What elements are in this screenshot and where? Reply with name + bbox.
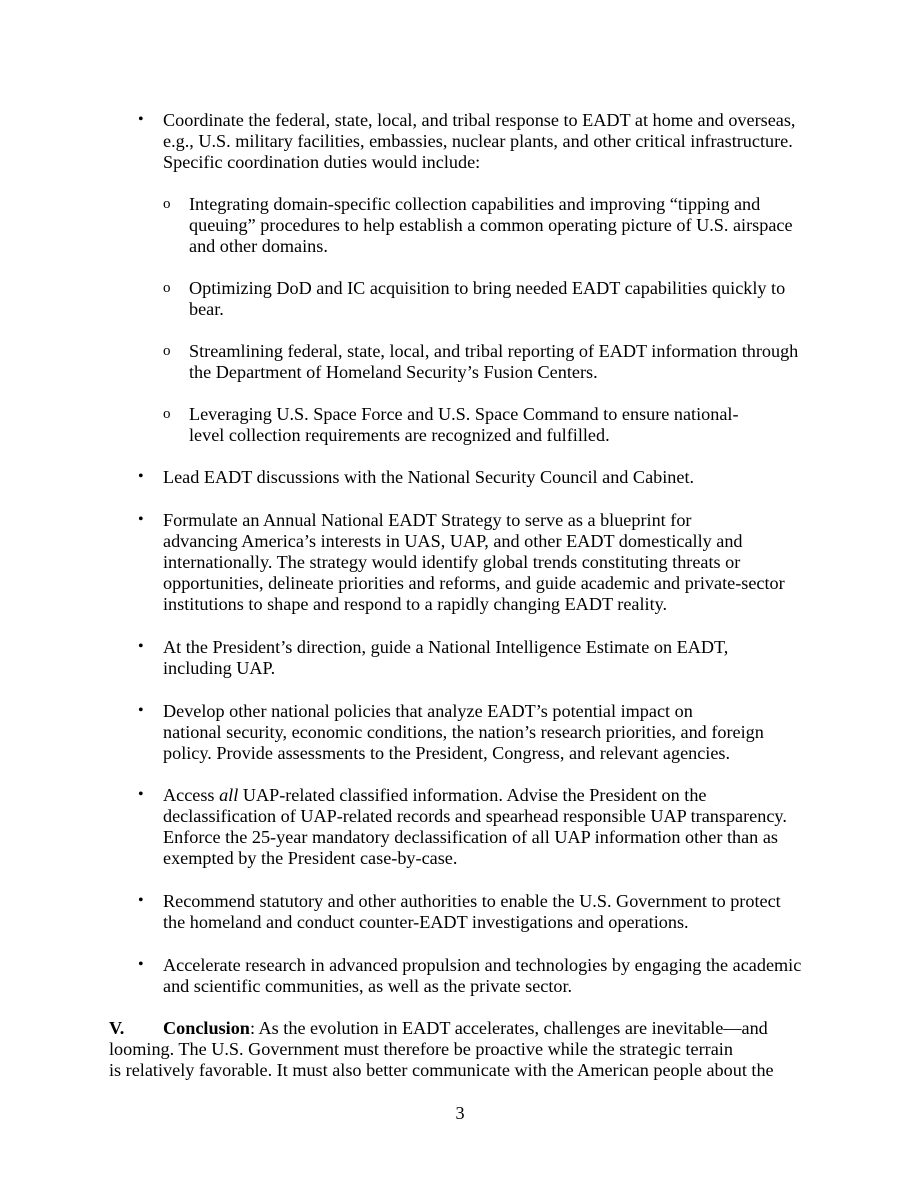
sub-bullet-marker: o [163,280,171,296]
bullet-1-line-3: Specific coordination duties would include: [163,152,481,172]
bullet-3-line-1: Formulate an Annual National EADT Strategy to serve as a blueprint for [163,510,692,530]
bullet-marker: • [138,892,144,909]
bullet-6-line-1-post: UAP-related classified information. Advise the President on the [238,785,707,805]
emphasis-all: all [219,785,239,805]
bullet-6-line-3: Enforce the 25-year mandatory declassification of all UAP information other than as [163,827,778,847]
bullet-1-line-2: e.g., U.S. military facilities, embassies, nuclear plants, and other critical infrastructure. [163,131,793,151]
bullet-3-line-4: opportunities, delineate priorities and reforms, and guide academic and private-sector [163,573,785,593]
sub-bullet-marker: o [163,343,171,359]
sub-bullet-marker: o [163,406,171,422]
bullet-marker: • [138,638,144,655]
bullet-5-line-1: Develop other national policies that analyze EADT’s potential impact on [163,701,693,721]
bullet-marker: • [138,786,144,803]
bullet-2-line-1: Lead EADT discussions with the National Security Council and Cabinet. [163,467,695,487]
bullet-6-line-2: declassification of UAP-related records and spearhead responsible UAP transparency. [163,806,787,826]
bullet-7-line-1: Recommend statutory and other authorities to enable the U.S. Government to protect [163,891,781,911]
bullet-3-line-5: institutions to shape and respond to a rapidly changing EADT reality. [163,594,668,614]
sub-bullet-marker: o [163,196,171,212]
conclusion-heading: Conclusion [163,1018,250,1038]
bullet-8-line-1: Accelerate research in advanced propulsion and technologies by engaging the academic [163,955,802,975]
page-number: 3 [455,1103,465,1123]
bullet-6-line-1-pre: Access [163,785,220,805]
section-number: V. [109,1018,125,1038]
sub-item-4-line-1: Leveraging U.S. Space Force and U.S. Space Command to ensure national- [189,404,739,424]
bullet-4-line-2: including UAP. [163,658,276,678]
sub-item-2-line-2: bear. [189,299,224,319]
conclusion-line-2: looming. The U.S. Government must therefore be proactive while the strategic terrain [109,1039,733,1059]
bullet-7-line-2: the homeland and conduct counter-EADT investigations and operations. [163,912,689,932]
bullet-3-line-2: advancing America’s interests in UAS, UAP, and other EADT domestically and [163,531,743,551]
bullet-6-line-4: exempted by the President case-by-case. [163,848,458,868]
sub-item-1-line-2: queuing” procedures to help establish a common operating picture of U.S. airspace [189,215,793,235]
bullet-6-line-1 [163,785,707,806]
conclusion-line-1-text: : As the evolution in EADT accelerates, challenges are inevitable—and [249,1018,768,1038]
bullet-marker: • [138,702,144,719]
sub-item-1-line-1: Integrating domain-specific collection capabilities and improving “tipping and [189,194,761,214]
sub-item-1-line-3: and other domains. [189,236,328,256]
conclusion-line-3: is relatively favorable. It must also better communicate with the American people about the [109,1060,774,1080]
bullet-8-line-2: and scientific communities, as well as the private sector. [163,976,573,996]
sub-item-2-line-1: Optimizing DoD and IC acquisition to bring needed EADT capabilities quickly to [189,278,786,298]
conclusion-line-1 [163,1018,768,1039]
bullet-marker: • [138,511,144,528]
bullet-4-line-1: At the President’s direction, guide a National Intelligence Estimate on EADT, [163,637,729,657]
sub-item-4-line-2: level collection requirements are recognized and fulfilled. [189,425,610,445]
bullet-5-line-2: national security, economic conditions, the nation’s research priorities, and foreign [163,722,764,742]
sub-item-3-line-1: Streamlining federal, state, local, and tribal reporting of EADT information through [189,341,799,361]
bullet-3-line-3: internationally. The strategy would identify global trends constituting threats or [163,552,741,572]
bullet-marker: • [138,956,144,973]
bullet-marker: • [138,468,144,485]
bullet-1-line-1: Coordinate the federal, state, local, and tribal response to EADT at home and overseas, [163,110,796,130]
bullet-marker: • [138,111,144,128]
sub-item-3-line-2: the Department of Homeland Security’s Fusion Centers. [189,362,598,382]
bullet-5-line-3: policy. Provide assessments to the President, Congress, and relevant agencies. [163,743,731,763]
